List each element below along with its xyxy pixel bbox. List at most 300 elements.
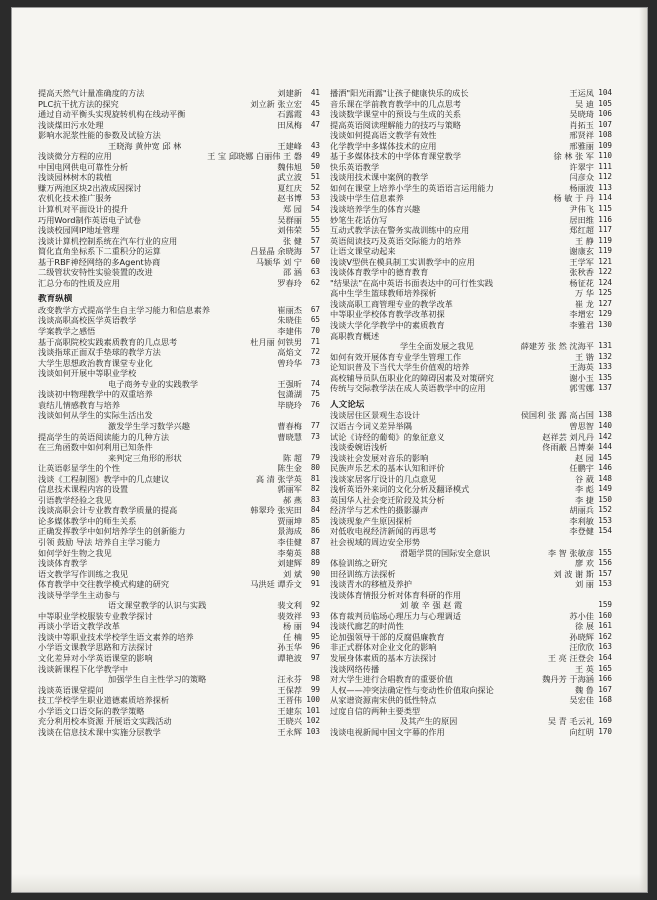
toc-entry	[38, 600, 320, 611]
toc-entry	[330, 526, 612, 537]
entry-page: 133	[598, 362, 612, 372]
entry-title: 浅谈委婉语浅析	[330, 442, 388, 453]
entry-page: 94	[310, 621, 320, 631]
entry-author: 吴宏佳	[569, 695, 594, 706]
entry-title: 浅谈V型供在模具制工实训教学中的应用	[330, 256, 475, 267]
entry-author: 王 英	[575, 663, 594, 674]
entry-title: 中等职业学校服装专业教学探讨	[38, 610, 153, 621]
entry-page: 57	[310, 246, 320, 256]
entry-page: 70	[310, 326, 320, 336]
entry-title: 英语阅读技巧及英语交际能力的培养	[330, 235, 462, 246]
toc-entry	[330, 706, 612, 717]
entry-title: 浅谈如何从学生的实际生活出发	[38, 410, 153, 421]
entry-author: 苏小佳	[569, 610, 594, 621]
toc-entry	[330, 653, 612, 664]
entry-page: 80	[310, 463, 320, 473]
entry-title: 妙笔生花话仿写	[330, 214, 388, 225]
toc-entry	[330, 537, 612, 548]
entry-author: 王学军	[569, 256, 594, 267]
entry-page: 75	[310, 389, 320, 399]
entry-page: 127	[598, 298, 612, 308]
toc-entry	[38, 315, 320, 326]
entry-title: 音乐课在学前教育教学中的几点思考	[330, 98, 462, 109]
toc-entry	[330, 716, 612, 727]
toc-entry	[38, 442, 320, 453]
entry-title: 浅谈中等职业技术学校学生语文素养的培养	[38, 631, 194, 642]
entry-page: 108	[598, 130, 612, 140]
entry-author: 赵书博	[277, 193, 302, 204]
toc-entry	[330, 474, 612, 485]
entry-author: 夏红庆	[277, 182, 302, 193]
entry-page: 124	[598, 277, 612, 287]
entry-author: 杜月丽 何铁男	[250, 336, 302, 347]
entry-page: 155	[598, 547, 612, 557]
entry-page: 168	[598, 695, 612, 705]
entry-author: 石露霞	[277, 109, 302, 120]
entry-author: 吕显晶 余晓海	[250, 246, 302, 257]
entry-page: 87	[310, 536, 320, 546]
entry-author: 李雅君	[569, 320, 594, 331]
entry-title: 汉语古今词义差异举隅	[330, 420, 412, 431]
entry-title: 民族声乐艺术的基本认知和评价	[330, 463, 445, 474]
entry-page: 122	[598, 267, 612, 277]
entry-author: 曾玲华	[277, 357, 302, 368]
toc-entry	[330, 558, 612, 569]
entry-author: 李菊英	[277, 547, 302, 558]
toc-entry	[330, 548, 612, 559]
entry-title: 化学教学中多媒体技术的应用	[330, 140, 437, 151]
toc-entry	[38, 569, 320, 580]
toc-entry	[38, 526, 320, 537]
entry-author: 邢贤祥	[569, 130, 594, 141]
entry-page: 91	[310, 579, 320, 589]
entry-author: 刘伟荣	[277, 225, 302, 236]
entry-page: 92	[310, 600, 320, 610]
toc-entry	[330, 505, 612, 516]
entry-title: 大学生思想政治教育课堂专业化	[38, 357, 153, 368]
entry-page: 86	[310, 526, 320, 536]
entry-page: 112	[598, 172, 612, 182]
toc-entry	[330, 611, 612, 622]
entry-author: 李登健	[569, 526, 594, 537]
entry-page: 89	[310, 558, 320, 568]
entry-author: 王 静	[575, 235, 594, 246]
entry-title: 浅谈园林树木的栽植	[38, 172, 112, 183]
entry-title: 如何在课堂上培养小学生的英语语言运用能力	[330, 182, 494, 193]
entry-page: 116	[598, 214, 612, 224]
toc-column-left	[38, 88, 320, 737]
toc-entry	[38, 193, 320, 204]
entry-page: 170	[598, 726, 612, 736]
entry-author: 魏伟旭	[277, 161, 302, 172]
entry-page: 62	[310, 277, 320, 287]
entry-author: 曹春梅	[277, 420, 302, 431]
toc-entry	[38, 236, 320, 247]
entry-page: 67	[310, 304, 320, 314]
entry-title: 体验训练之研究	[330, 558, 388, 569]
toc-entry	[330, 453, 612, 464]
toc-entry	[330, 99, 612, 110]
entry-author: 王 锴	[575, 351, 594, 362]
entry-title: 农机化技术推广服务	[38, 193, 112, 204]
entry-author: 吴 迪	[575, 98, 594, 109]
entry-title: 浅谈居住区景观生态设计	[330, 410, 421, 421]
toc-entry	[38, 267, 320, 278]
entry-author: 侯国利 张 露 高占国	[520, 410, 594, 421]
entry-author: 马颖华 刘 宁	[255, 256, 302, 267]
toc-entry	[38, 484, 320, 495]
entry-title: 语文课堂教学的认识与实践	[108, 600, 207, 611]
entry-page: 142	[598, 431, 612, 441]
entry-author: 韩翠玲 张宪田	[250, 505, 302, 516]
entry-title: 论多媒体教学中的师生关系	[38, 515, 137, 526]
toc-entry	[38, 368, 320, 379]
entry-title: 汇总分布的性质及应用	[38, 277, 120, 288]
entry-page: 106	[598, 109, 612, 119]
entry-page: 145	[598, 452, 612, 462]
entry-page: 99	[310, 684, 320, 694]
entry-author: 孙玉华	[277, 642, 302, 653]
toc-entry	[330, 320, 612, 331]
toc-entry	[38, 432, 320, 443]
entry-page: 144	[598, 442, 612, 452]
entry-page: 130	[598, 320, 612, 330]
toc-entry	[330, 463, 612, 474]
entry-title: 王晓海 黄仲宽 邱 林	[108, 140, 182, 151]
entry-page: 41	[310, 88, 320, 97]
entry-title: 对大学生进行合唱教育的重要价值	[330, 674, 453, 685]
entry-page: 166	[598, 674, 612, 684]
entry-page: 55	[310, 214, 320, 224]
page-bottom-shade	[12, 874, 647, 892]
toc-entry	[330, 120, 612, 131]
entry-author: 吴 青 毛云礼	[547, 716, 594, 727]
entry-title: 提高学生的英语阅读能力的几种方法	[38, 431, 170, 442]
entry-author: 郝 燕	[283, 494, 302, 505]
entry-title: 播洒"阳光雨露"让孩子健康快乐的成长	[330, 88, 469, 98]
entry-page: 107	[598, 119, 612, 129]
entry-title: 提高英语阅读理解能力的技巧与策略	[330, 119, 462, 130]
entry-title: 基于RBF神经网络的多Agent协商	[38, 256, 161, 267]
entry-page: 129	[598, 309, 612, 319]
entry-page: 150	[598, 494, 612, 504]
entry-author: 汪永芬	[277, 674, 302, 685]
toc-entry	[38, 674, 320, 685]
entry-title: 袁结儿情感教育与培养	[38, 399, 120, 410]
entry-author: 万 华	[575, 288, 594, 299]
entry-author: 吴群丽	[277, 214, 302, 225]
entry-author: 陈生金	[277, 463, 302, 474]
entry-author: 张 健	[283, 235, 302, 246]
toc-entry	[38, 410, 320, 421]
entry-author: 罗春玲	[277, 277, 302, 288]
entry-author: 朱晓佳	[277, 315, 302, 326]
entry-title: 浅谈社会发展对音乐的影响	[330, 452, 429, 463]
entry-title: 语文教学写作训练之我见	[38, 568, 129, 579]
toc-entry	[330, 141, 612, 152]
entry-page: 79	[310, 452, 320, 462]
toc-entry	[330, 727, 612, 738]
entry-author: 杨丽波	[569, 182, 594, 193]
entry-title: 社会视域的周边安全形势	[330, 536, 421, 547]
entry-author: 李利敏	[569, 515, 594, 526]
entry-title: 人文论坛	[330, 399, 365, 410]
entry-author: 李 捷	[575, 494, 594, 505]
entry-page: 43	[310, 140, 320, 150]
entry-author: 李 智 张敏彦	[547, 547, 594, 558]
entry-author: 吴晓琦	[569, 109, 594, 120]
entry-author: 毕晓玲	[277, 399, 302, 410]
entry-title: 浅谈电视新闻中国文字幕的作用	[330, 726, 445, 737]
entry-title: 浅析英语外来词的文化分析及翻译模式	[330, 484, 470, 495]
toc-entry	[330, 600, 612, 611]
toc-entry	[38, 358, 320, 369]
entry-title: 引语教学经验之我见	[38, 494, 112, 505]
entry-title: 高中生学生篮球教师培养探析	[330, 288, 437, 299]
toc-entry	[38, 225, 320, 236]
entry-author: 魏 鲁	[575, 684, 594, 695]
entry-title: 教育纵横	[38, 294, 73, 305]
entry-page: 93	[310, 610, 320, 620]
entry-author: 王晋伟	[277, 695, 302, 706]
toc-entry	[330, 590, 612, 601]
entry-author: 邵 涵	[283, 267, 302, 278]
entry-author: 田凤梅	[277, 119, 302, 130]
entry-page: 74	[310, 378, 320, 388]
entry-page: 103	[306, 726, 320, 736]
entry-page: 90	[310, 568, 320, 578]
entry-page: 71	[310, 336, 320, 346]
toc-entry	[38, 326, 320, 337]
entry-author: 裴文利	[277, 600, 302, 611]
entry-page: 65	[310, 315, 320, 325]
toc-entry	[38, 474, 320, 485]
toc-entry	[38, 685, 320, 696]
entry-author: 佟雨蔽 吕博秦	[542, 442, 594, 453]
entry-author: 高 清 张学英	[255, 473, 302, 484]
entry-page: 101	[306, 705, 320, 715]
entry-title: 学案教学之感悟	[38, 326, 96, 337]
toc-entry	[330, 109, 612, 120]
toc-entry	[330, 410, 612, 421]
entry-page: 153	[598, 579, 612, 589]
entry-author: 许翠宇	[569, 161, 594, 172]
toc-entry	[330, 341, 612, 352]
entry-page: 119	[598, 235, 612, 245]
toc-entry	[38, 548, 320, 559]
toc-entry	[38, 278, 320, 289]
entry-page: 132	[598, 351, 612, 361]
toc-entry	[330, 288, 612, 299]
entry-page: 156	[598, 558, 612, 568]
entry-page: 131	[598, 341, 612, 351]
entry-author: 马洪廷 谭乔文	[250, 579, 302, 590]
entry-page: 119	[598, 246, 612, 256]
entry-page: 84	[310, 505, 320, 515]
toc-entry	[38, 172, 320, 183]
toc-entry	[330, 309, 612, 320]
entry-page: 100	[306, 695, 320, 705]
entry-title: 体育教学中交往教学模式构建的研究	[38, 579, 170, 590]
toc-entry	[38, 204, 320, 215]
toc-entry	[38, 109, 320, 120]
entry-title: 文化差异对小学英语课堂的影响	[38, 652, 153, 663]
entry-author: 李 彪	[575, 484, 594, 495]
toc-entry	[330, 685, 612, 696]
entry-page: 53	[310, 193, 320, 203]
entry-title: 浅谈高职高校医学英语教学	[38, 315, 137, 326]
entry-author: 居田维	[569, 214, 594, 225]
toc-entry	[330, 674, 612, 685]
toc-entry	[330, 267, 612, 278]
entry-author: 李增宏	[569, 309, 594, 320]
entry-page: 97	[310, 652, 320, 662]
entry-page: 95	[310, 631, 320, 641]
entry-page: 157	[598, 568, 612, 578]
toc-entry	[330, 204, 612, 215]
toc-entry	[38, 151, 320, 162]
entry-page: 160	[598, 610, 612, 620]
toc-entry	[330, 130, 612, 141]
entry-title: 在三角函数中如何利用已知条件	[38, 442, 153, 453]
entry-title: 浅谈网络传播	[330, 663, 380, 674]
entry-author: 孙晓辉	[569, 631, 594, 642]
entry-title: 浅谈如何提高语文教学有效性	[330, 130, 437, 141]
entry-title: 浅谈微分方程的应用	[38, 151, 112, 162]
toc-entry	[330, 621, 612, 632]
entry-title: 浅谈青水的移植及养护	[330, 579, 412, 590]
entry-title: 浅谈计算机控制系统在汽车行业的应用	[38, 235, 178, 246]
entry-title: 计算机对平面设计的提升	[38, 204, 129, 215]
toc-entry	[330, 632, 612, 643]
toc-entry	[330, 569, 612, 580]
entry-title: 论知识普及下当代大学生价值观的培养	[330, 362, 470, 373]
entry-title: 从家谱资源南宋供的低性特点	[330, 695, 437, 706]
entry-page: 109	[598, 140, 612, 150]
toc-entry	[38, 664, 320, 675]
entry-author: 郑红超	[569, 225, 594, 236]
entry-page: 163	[598, 642, 612, 652]
entry-author: 王强昕	[277, 378, 302, 389]
entry-author: 徐 林 张 军	[553, 151, 594, 162]
entry-page: 154	[598, 526, 612, 536]
entry-page: 43	[310, 109, 320, 119]
entry-page: 83	[310, 494, 320, 504]
entry-author: 闫彦众	[569, 172, 594, 183]
entry-author: 曹晓慧	[277, 431, 302, 442]
scanned-page	[12, 8, 647, 892]
toc-entry	[330, 172, 612, 183]
entry-title: 互动式教学法在警务实战训练中的应用	[330, 225, 470, 236]
toc-entry	[38, 642, 320, 653]
entry-page: 121	[598, 256, 612, 266]
toc-entry	[330, 162, 612, 173]
toc-entry	[38, 88, 320, 99]
toc-entry	[38, 246, 320, 257]
toc-entry	[330, 88, 612, 99]
entry-author: 刘建辉	[277, 558, 302, 569]
toc-entry	[38, 257, 320, 268]
entry-title: 加强学生自主性学习的策略	[108, 674, 207, 685]
toc-entry	[330, 246, 612, 257]
toc-entry	[38, 579, 320, 590]
entry-author: 王晓兴	[277, 716, 302, 727]
entry-page: 55	[310, 225, 320, 235]
toc-entry	[38, 99, 320, 110]
entry-author: 包潇湖	[277, 389, 302, 400]
entry-author: 王 宝 邱晓娜 白丽伟 王 磐	[207, 151, 302, 162]
toc-entry	[330, 183, 612, 194]
toc-entry	[330, 151, 612, 162]
entry-title: 引领 鼓励 导法 培养自主学习能力	[38, 536, 161, 547]
entry-author: 胡丽兵	[569, 505, 594, 516]
entry-page: 113	[598, 182, 612, 192]
toc-entry	[38, 632, 320, 643]
entry-page: 81	[310, 473, 320, 483]
entry-title: 赚万两池区块2出液成因探讨	[38, 182, 142, 193]
entry-page: 54	[310, 204, 320, 214]
toc-entry	[38, 495, 320, 506]
toc-entry	[330, 642, 612, 653]
entry-title: 及其产生的原因	[400, 716, 458, 727]
toc-entry	[330, 352, 612, 363]
entry-page: 149	[598, 484, 612, 494]
entry-page: 76	[310, 399, 320, 409]
entry-page: 114	[598, 193, 612, 203]
entry-page: 138	[598, 410, 612, 420]
entry-page: 161	[598, 621, 612, 631]
entry-author: 贾丽坤	[277, 515, 302, 526]
entry-title: 浅谈指球正面双手垫球的教学方法	[38, 347, 161, 358]
entry-author: 刘立新 张立宏	[250, 98, 302, 109]
entry-page: 102	[306, 716, 320, 726]
entry-author: 王保荐	[277, 684, 302, 695]
entry-page: 165	[598, 663, 612, 673]
entry-author: 王 亮 汪登会	[547, 652, 594, 663]
entry-title: PLC抗干扰方法的探究	[38, 98, 119, 109]
entry-page: 96	[310, 642, 320, 652]
entry-page: 49	[310, 151, 320, 161]
toc-entry	[330, 236, 612, 247]
entry-title: 浅谈高职工商管理专业的教学改革	[330, 298, 453, 309]
toc-entry	[330, 442, 612, 453]
toc-entry	[38, 558, 320, 569]
entry-page: 51	[310, 172, 320, 182]
entry-title: 巧用Word制作英语电子试卷	[38, 214, 141, 225]
toc-entry	[330, 432, 612, 443]
entry-title: 浅谈体育情报分析对体育科研的作用	[330, 589, 462, 600]
toc-entry	[38, 695, 320, 706]
entry-page: 98	[310, 674, 320, 684]
entry-page: 82	[310, 484, 320, 494]
entry-page: 111	[598, 161, 612, 171]
entry-author: 赵祥芸 刘凡丹	[542, 431, 594, 442]
page-edge-shadow	[639, 8, 647, 892]
toc-entry	[38, 215, 320, 226]
toc-entry	[38, 379, 320, 390]
entry-author: 张秋香	[569, 267, 594, 278]
entry-title: 影响水泥浆性能的参数及试验方法	[38, 130, 161, 141]
toc-entry	[330, 331, 612, 342]
entry-author: 李佳健	[277, 536, 302, 547]
entry-author: 徐 展	[575, 621, 594, 632]
entry-title: 浅谈新课程下化学教学中	[38, 663, 129, 674]
entry-author: 任 楠	[283, 631, 302, 642]
entry-title: 简化直角坐标系下二重积分的运算	[38, 246, 161, 257]
entry-title: 浅谈如何开展中等职业学校	[38, 368, 137, 379]
toc-entry	[38, 337, 320, 348]
entry-author: 杨 丽	[283, 621, 302, 632]
